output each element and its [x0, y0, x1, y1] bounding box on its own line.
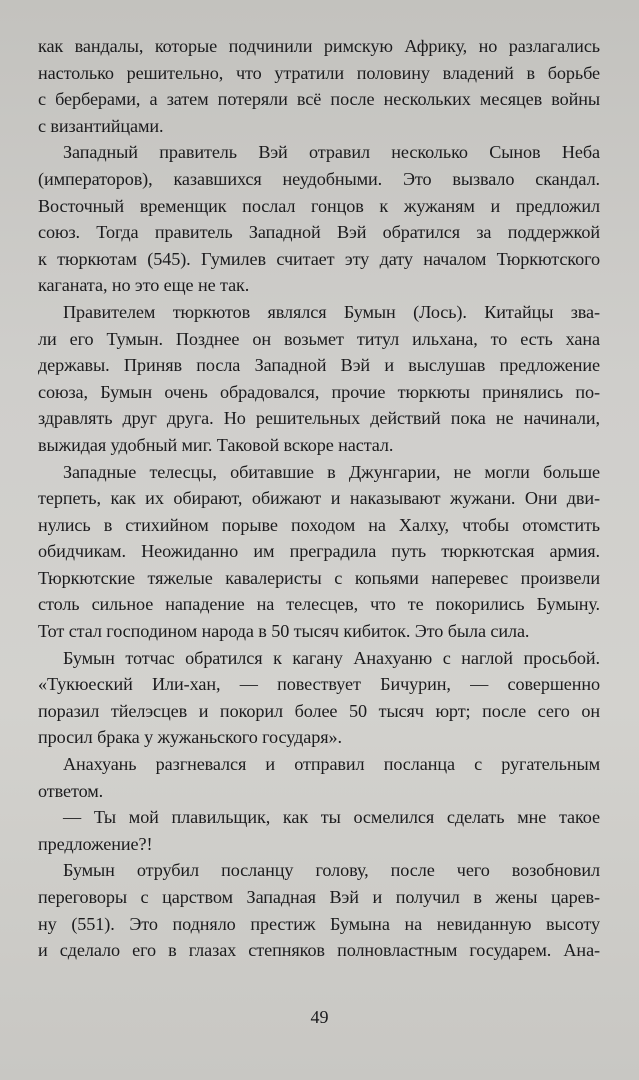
page-number: 49: [310, 1007, 329, 1027]
text-line: державы. Приняв посла Западной Вэй и выслушав предложение: [38, 355, 600, 376]
text-line: Западный правитель Вэй отравил несколько Сынов Неба: [63, 142, 600, 163]
text-line: настолько решительно, что утратили половину владений в борьбе: [38, 62, 600, 83]
text-line: союз. Тогда правитель Западной Вэй обратился за поддержкой: [38, 222, 600, 243]
text-line: терпеть, как их обирают, обижают и наказывают жужани. Они дви-: [38, 488, 600, 509]
text-line: к тюркютам (545). Гумилев считает эту дату началом Тюркютского: [38, 248, 600, 269]
text-line: Тот стал господином народа в 50 тысяч кибиток. Это была сила.: [38, 621, 530, 642]
text-line: выжидая удобный миг. Таковой вскоре настал.: [38, 434, 394, 455]
text-line: Правителем тюркютов являлся Бумын (Лось). Китайцы зва-: [63, 301, 600, 322]
text-line: ли его Тумын. Позднее он возьмет титул ильхана, то есть хана: [38, 328, 600, 349]
text-line: Западные телесцы, обитавшие в Джунгарии, не могли больше: [63, 461, 600, 482]
text-line: нулись в стихийном порыве походом на Халху, чтобы отомстить: [38, 514, 600, 535]
paragraph: [38, 857, 600, 963]
text-line: как вандалы, которые подчинили римскую Африку, но разлагались: [38, 36, 600, 56]
paragraph: [38, 139, 600, 299]
text-line: — Ты мой плавильщик, как ты осмелился сделать мне такое: [63, 807, 600, 828]
text-line: обидчикам. Неожиданно им преградила путь тюркютская армия.: [38, 541, 600, 562]
paragraph: [38, 33, 600, 139]
text-line: столь сильное нападение на телесцев, что те покорились Бумыну.: [38, 594, 600, 615]
text-line: каганата, но это еще не так.: [38, 275, 250, 296]
text-line: (императоров), казавшихся неудобными. Это вызвало скандал.: [38, 168, 600, 189]
text-line: ну (551). Это подняло престиж Бумына на невиданную высоту: [38, 913, 600, 934]
text-line: здравлять друг друга. Но решительных действий пока не начинали,: [38, 408, 600, 429]
paragraph: [38, 751, 600, 804]
text-line: с берберами, а затем потеряли всё после нескольких месяцев войны: [38, 89, 600, 110]
text-line: просил брака у жужаньского государя».: [38, 727, 342, 748]
text-line: и сделало его в глазах степняков полновластным государем. Ана-: [38, 940, 600, 961]
text-line: союза, Бумын очень обрадовался, прочие тюркюты принялись по-: [38, 381, 600, 402]
text-line: поразил тйелэсцев и покорил более 50 тысяч юрт; после сего он: [38, 700, 600, 721]
text-line: Анахуань разгневался и отправил посланца с ругательным: [63, 754, 600, 775]
text-line: Бумын тотчас обратился к кагану Анахуаню с наглой просьбой.: [63, 647, 600, 668]
text-line: ответом.: [38, 780, 104, 801]
text-line: Восточный временщик послал гонцов к жужаням и предложил: [38, 195, 600, 216]
paragraph: [38, 459, 600, 645]
body-text: [38, 33, 600, 964]
text-line: переговоры с царством Западная Вэй и получил в жены царев-: [38, 887, 600, 907]
paragraph: [38, 804, 600, 857]
paragraph: [38, 299, 600, 459]
text-line: Тюркютские тяжелые кавалеристы с копьями наперевес произвели: [38, 567, 600, 588]
text-line: Бумын отрубил посланцу голову, после чего возобновил: [63, 860, 600, 881]
text-line: с византийцами.: [38, 115, 164, 136]
paragraph: [38, 645, 600, 751]
text-line: предложение?!: [38, 833, 153, 854]
text-line: «Тукюеский Или-хан, — повествует Бичурин, — совершенно: [38, 674, 600, 695]
